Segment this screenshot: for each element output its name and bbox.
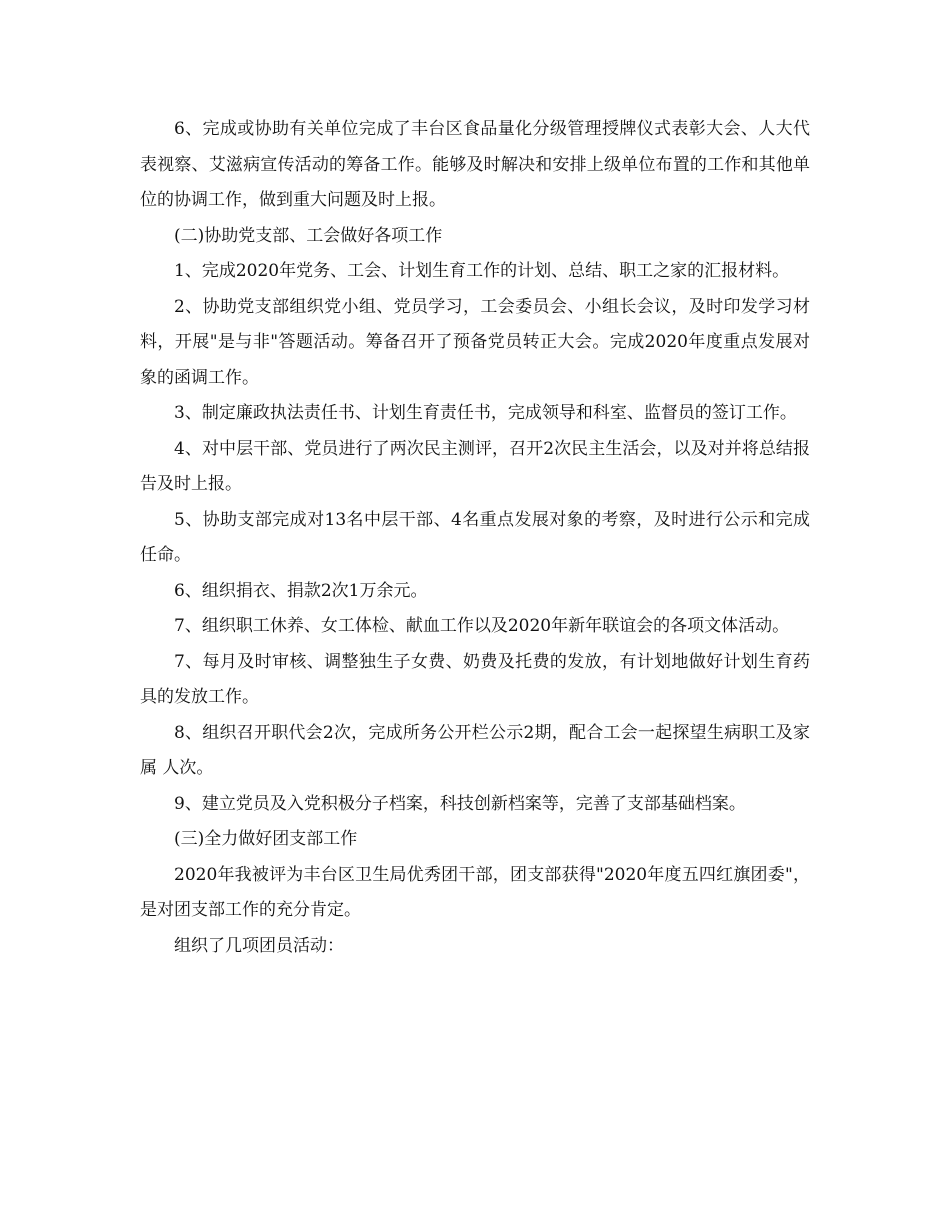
paragraph-3: 1、完成2020年党务、工会、计划生育工作的计划、总结、职工之家的汇报材料。 bbox=[174, 261, 790, 281]
paragraph-6: 4、对中层干部、党员进行了两次民主测评，召开2次民主生活会，以及对并将总结报告及时上报。 bbox=[140, 438, 810, 494]
paragraph-14: 2020年我被评为丰台区卫生局优秀团干部，团支部获得"2020年度五四红旗团委"， 是对团支部工作的充分肯定。 bbox=[140, 864, 810, 920]
section-heading-2: (二)协助党支部、工会做好各项工作 bbox=[174, 225, 443, 246]
paragraph-15: 组织了几项团员活动： bbox=[174, 935, 344, 956]
paragraph-1: 6、完成或协助有关单位完成了丰台区食品量化分级管理授牌仪式表彰大会、人大代表视察、艾滋病宣传活动的筹备工作。能够及时解决和安排上级单位布置的工作和其他单位的协调工作，做到重大问题及时上报。 bbox=[140, 119, 810, 210]
paragraph-9: 7、组织职工休养、女工体检、献血工作以及2020年新年联谊会的各项文体活动。 bbox=[174, 616, 790, 636]
paragraph-7: 5、协助支部完成对13名中层干部、4名重点发展对象的考察，及时进行公示和完成任命。 bbox=[140, 509, 810, 565]
paragraph-10: 7、每月及时审核、调整独生子女费、奶费及托费的发放，有计划地做好计划生育药具的发放工作。 bbox=[140, 651, 810, 707]
paragraph-5: 3、制定廉政执法责任书、计划生育责任书，完成领导和科室、监督员的签订工作。 bbox=[174, 403, 797, 423]
paragraph-11: 8、组织召开职代会2次，完成所务公开栏公示2期，配合工会一起探望生病职工及家属 人次。 bbox=[140, 722, 810, 778]
document-body bbox=[140, 112, 810, 964]
paragraph-4: 2、协助党支部组织党小组、党员学习，工会委员会、小组长会议，及时印发学习材料，开展"是与非"答题活动。筹备召开了预备党员转正大会。完成2020年度重点发展对象的函调工作。 bbox=[140, 296, 810, 388]
paragraph-12: 9、建立党员及入党积极分子档案，科技创新档案等，完善了支部基础档案。 bbox=[174, 793, 746, 814]
paragraph-8: 6、组织捐衣、捐款2次1万余元。 bbox=[174, 580, 428, 601]
section-heading-3: (三)全力做好团支部工作 bbox=[174, 829, 358, 849]
